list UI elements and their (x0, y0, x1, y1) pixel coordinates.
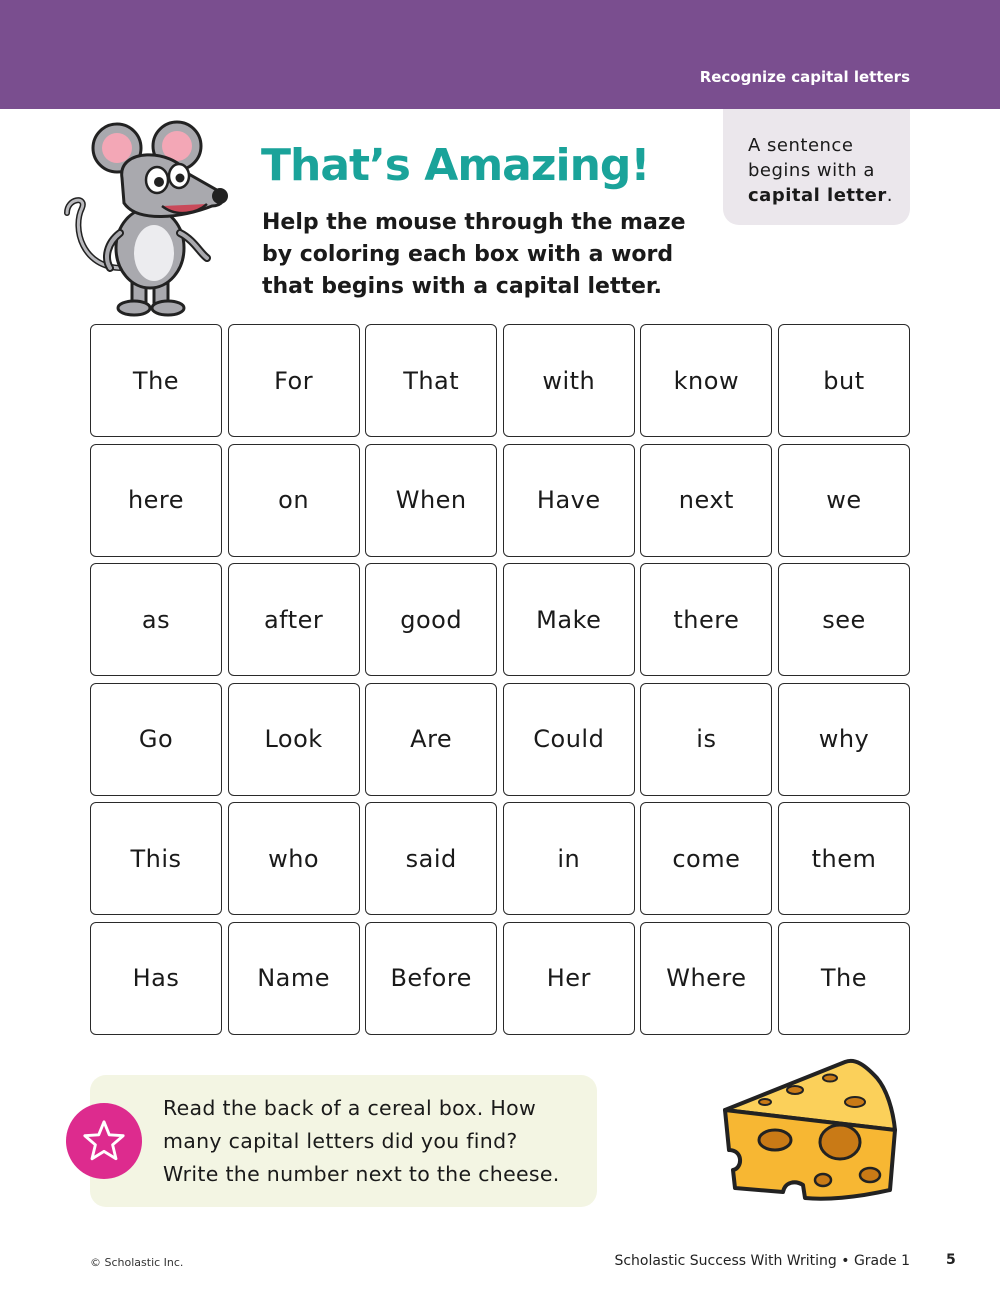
activity-line: many capital letters did you find? (163, 1129, 518, 1153)
maze-cell[interactable]: good (365, 563, 497, 676)
header-bar (0, 0, 1000, 109)
maze-cell[interactable]: Has (90, 922, 222, 1035)
activity-box (90, 1075, 597, 1207)
mouse-icon (62, 118, 232, 318)
maze-cell[interactable]: after (228, 563, 360, 676)
maze-cell[interactable]: as (90, 563, 222, 676)
maze-cell[interactable]: we (778, 444, 910, 557)
page-number: 5 (946, 1252, 956, 1268)
activity-line: Read the back of a cereal box. How (163, 1096, 537, 1120)
maze-cell[interactable]: Make (503, 563, 635, 676)
maze-cell[interactable]: Go (90, 683, 222, 796)
activity-text (163, 1092, 583, 1191)
maze-cell[interactable]: know (640, 324, 772, 437)
maze-cell[interactable]: in (503, 802, 635, 915)
maze-cell[interactable]: Have (503, 444, 635, 557)
maze-cell[interactable]: This (90, 802, 222, 915)
maze-cell[interactable]: Name (228, 922, 360, 1035)
maze-cell[interactable]: is (640, 683, 772, 796)
tip-box (723, 109, 910, 225)
maze-cell[interactable]: come (640, 802, 772, 915)
maze-cell[interactable]: next (640, 444, 772, 557)
maze-cell[interactable]: Are (365, 683, 497, 796)
maze-cell[interactable]: here (90, 444, 222, 557)
maze-cell[interactable]: said (365, 802, 497, 915)
maze-cell[interactable]: see (778, 563, 910, 676)
maze-cell[interactable]: Could (503, 683, 635, 796)
maze-cell[interactable]: For (228, 324, 360, 437)
maze-cell[interactable]: Where (640, 922, 772, 1035)
maze-cell[interactable]: When (365, 444, 497, 557)
maze-cell[interactable]: there (640, 563, 772, 676)
instructions: Help the mouse through the maze by coloring each box with a word that begins with a capital letter. (262, 210, 686, 299)
tip-text: A sentence begins with a (748, 135, 875, 181)
maze-cell[interactable]: who (228, 802, 360, 915)
maze-cell[interactable]: why (778, 683, 910, 796)
maze-cell[interactable]: with (503, 324, 635, 437)
maze-cell[interactable]: That (365, 324, 497, 437)
tip-emphasis: capital letter (748, 185, 887, 206)
tip-end: . (886, 185, 893, 206)
copyright: © Scholastic Inc. (90, 1256, 184, 1269)
cheese-icon (705, 1050, 905, 1220)
maze-cell[interactable]: Look (228, 683, 360, 796)
book-title: Scholastic Success With Writing • Grade 1 (614, 1253, 910, 1269)
maze-cell[interactable]: Before (365, 922, 497, 1035)
maze-cell[interactable]: them (778, 802, 910, 915)
page-title: That’s Amazing! (261, 140, 650, 191)
star-badge (66, 1103, 142, 1179)
maze-cell[interactable]: Her (503, 922, 635, 1035)
topic-label: Recognize capital letters (699, 68, 910, 86)
maze-cell[interactable]: on (228, 444, 360, 557)
activity-line: Write the number next to the cheese. (163, 1162, 560, 1186)
maze-cell[interactable]: The (778, 922, 910, 1035)
maze-cell[interactable]: The (90, 324, 222, 437)
maze-cell[interactable]: but (778, 324, 910, 437)
maze-grid (90, 324, 910, 1035)
star-icon (81, 1118, 127, 1164)
